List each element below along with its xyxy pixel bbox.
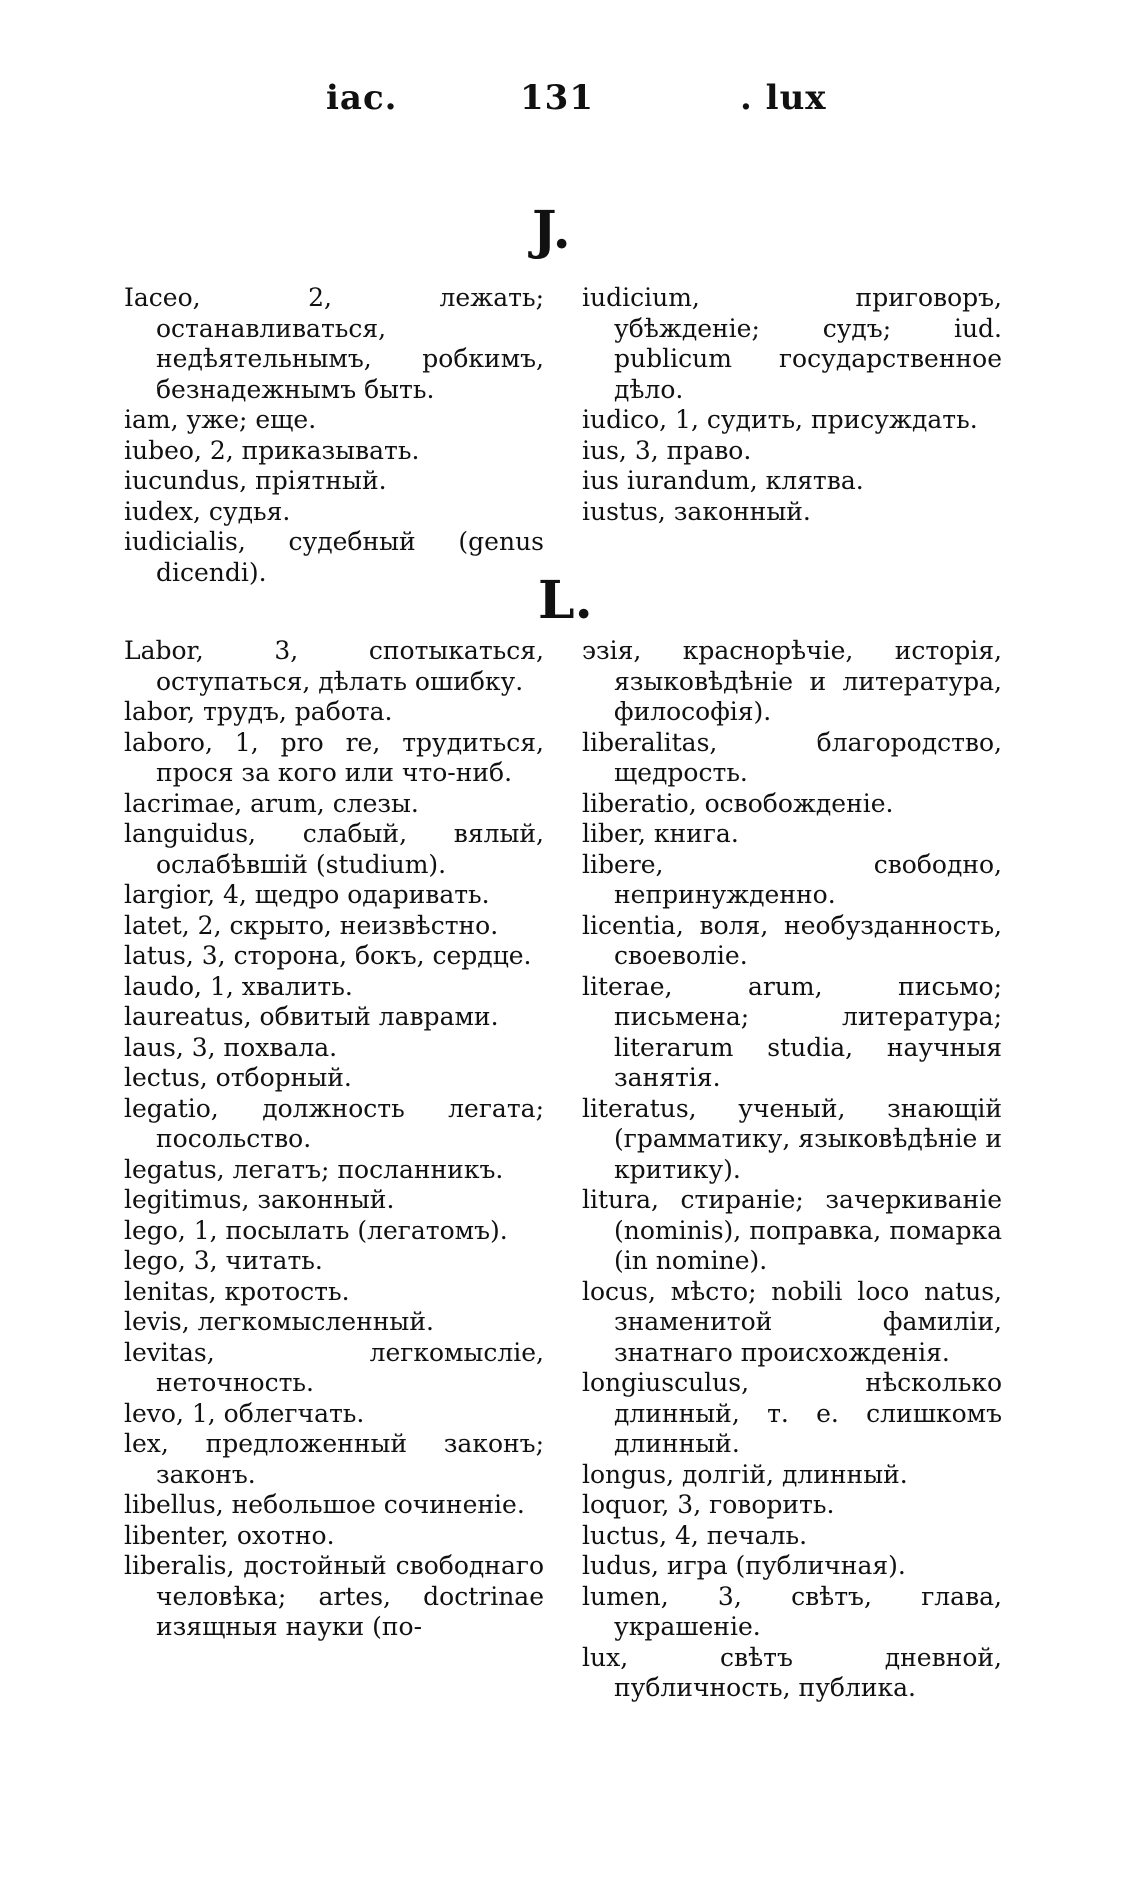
- section-heading-l: L.: [538, 570, 593, 631]
- dictionary-entry: iam, уже; еще.: [124, 405, 317, 434]
- dictionary-entry: latus, 3, сторона, бокъ, сердце.: [124, 941, 532, 970]
- page-number: 131: [520, 78, 594, 118]
- dictionary-entry: lego, 3, читать.: [124, 1246, 323, 1275]
- dictionary-entry: legatio, должность легата; посольство.: [124, 1093, 544, 1153]
- dictionary-entry: iudex, судья.: [124, 496, 291, 526]
- dictionary-entry: Labor, 3, спотыкаться, оступаться, дѣлать ошибку.: [124, 636, 544, 696]
- dictionary-entry: iudico, 1, судить, присуждать.: [582, 405, 978, 434]
- dictionary-entry: lectus, отборный.: [124, 1063, 352, 1092]
- dictionary-entry: lego, 1, посылать (легатомъ).: [124, 1215, 508, 1245]
- dictionary-entry: lumen, 3, свѣтъ, глава, украшеніе.: [582, 1581, 1002, 1641]
- dictionary-entry: iudicialis, судебный (genus dicendi).: [124, 527, 544, 587]
- dictionary-entry: levitas, легкомысліе, неточность.: [124, 1337, 544, 1397]
- dictionary-entry: literatus, ученый, знающій (грамматику, языковѣдѣніе и критику).: [582, 1093, 1002, 1184]
- dictionary-entry: lux, свѣтъ дневной, публичность, публика.: [582, 1642, 1002, 1702]
- dictionary-entry: lex, предложенный законъ; законъ.: [124, 1429, 544, 1489]
- section-l-right-column: [582, 636, 1002, 1704]
- dictionary-entry: libenter, охотно.: [124, 1520, 335, 1550]
- dictionary-entry: longus, долгій, длинный.: [582, 1459, 908, 1489]
- dictionary-entry: libere, свободно, непринужденно.: [582, 849, 1002, 909]
- header-left-catchword: iac.: [326, 78, 398, 118]
- dictionary-entry: legitimus, законный.: [124, 1185, 395, 1214]
- dictionary-entry: ludus, игра (публичная).: [582, 1551, 906, 1580]
- dictionary-entry: libellus, небольшое сочиненіе.: [124, 1490, 525, 1519]
- dictionary-entry: loquor, 3, говорить.: [582, 1490, 835, 1519]
- dictionary-entry: labor, трудъ, работа.: [124, 697, 393, 726]
- dictionary-entry: literae, arum, письмо; письмена; литература; literarum studia, научныя занятія.: [582, 971, 1002, 1092]
- dictionary-entry: liberalitas, благородство, щедрость.: [582, 727, 1002, 787]
- dictionary-entry: largior, 4, щедро одаривать.: [124, 880, 490, 909]
- section-l-left-column: [124, 636, 544, 1643]
- header-right-catchword: . lux: [740, 78, 827, 118]
- page-header: [0, 78, 1140, 128]
- dictionary-entry: liber, книга.: [582, 819, 739, 848]
- dictionary-entry: Iaceo, 2, лежать; останавливаться, недѣятельнымъ, робкимъ, безнадежнымъ быть.: [124, 283, 544, 404]
- dictionary-entry: ius iurandum, клятва.: [582, 466, 864, 495]
- section-j-left-column: [124, 283, 544, 588]
- dictionary-entry-continuation: эзія, краснорѣчіе, исторія, языковѣдѣніе и литература, философія).: [582, 636, 1002, 726]
- dictionary-entry: laus, 3, похвала.: [124, 1032, 338, 1062]
- section-j-right-column: [582, 283, 1002, 527]
- dictionary-entry: luctus, 4, печаль.: [582, 1520, 808, 1550]
- dictionary-entry: laudo, 1, хвалить.: [124, 971, 353, 1001]
- dictionary-entry: laureatus, обвитый лаврами.: [124, 1002, 499, 1031]
- dictionary-entry: licentia, воля, необузданность, своеволіе.: [582, 910, 1002, 970]
- dictionary-entry: latet, 2, скрыто, неизвѣстно.: [124, 910, 499, 940]
- section-heading-j: J.: [532, 200, 571, 261]
- dictionary-entry: iustus, законный.: [582, 496, 811, 526]
- dictionary-entry: liberatio, освобожденіе.: [582, 788, 894, 818]
- dictionary-entry: litura, стираніе; зачеркиваніе (nominis), поправка, помарка (in nomine).: [582, 1185, 1002, 1275]
- dictionary-entry: iubeo, 2, приказывать.: [124, 435, 420, 465]
- dictionary-entry: levo, 1, облегчать.: [124, 1398, 365, 1428]
- dictionary-entry: locus, мѣсто; nobili loco natus, знаменитой фамиліи, знатнаго происхожденія.: [582, 1276, 1002, 1367]
- dictionary-entry: lacrimae, arum, слезы.: [124, 788, 419, 818]
- dictionary-entry: ius, 3, право.: [582, 435, 752, 465]
- dictionary-entry: liberalis, достойный свободнаго человѣка; artes, doctrinae изящныя науки (по-: [124, 1551, 544, 1641]
- dictionary-entry: longiusculus, нѣсколько длинный, т. е. слишкомъ длинный.: [582, 1368, 1002, 1458]
- dictionary-entry: legatus, легатъ; посланникъ.: [124, 1154, 504, 1184]
- dictionary-entry: languidus, слабый, вялый, ослабѣвшій (studium).: [124, 819, 544, 879]
- dictionary-entry: laboro, 1, pro re, трудиться, прося за кого или что-ниб.: [124, 727, 544, 787]
- dictionary-entry: lenitas, кротость.: [124, 1276, 350, 1306]
- dictionary-entry: iucundus, пріятный.: [124, 466, 387, 495]
- dictionary-entry: iudicium, приговоръ, убѣжденіе; судъ; iud. publicum государственное дѣло.: [582, 283, 1002, 404]
- dictionary-entry: levis, легкомысленный.: [124, 1307, 434, 1336]
